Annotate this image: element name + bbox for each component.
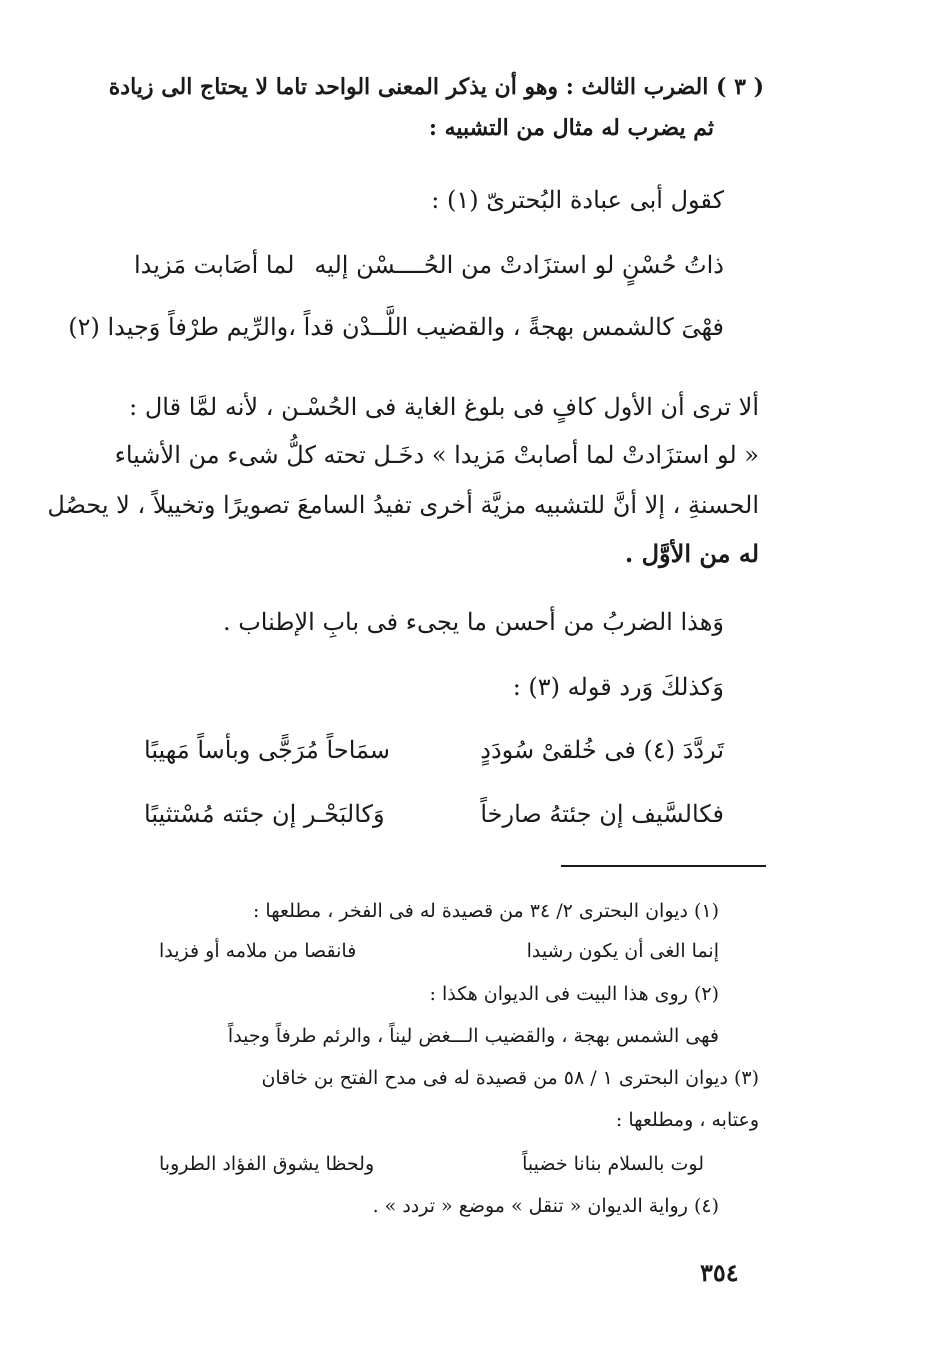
- intro-quote-2: وَكذلكَ وَرد قوله (٣) :: [512, 673, 724, 701]
- verse-1-b-hemistich-left: والرِّيم طرْفاً وَجيدا (٢): [68, 313, 289, 341]
- footnote-2: (٢) روى هذا البيت فى الديوان هكذا :: [429, 983, 719, 1005]
- verse-1-b-hemistich-right: فهْىَ كالشمس بهجةً ، والقضيب اللَّــدْن قداً ،: [288, 313, 724, 341]
- footnote-2-verse: فهى الشمس بهجة ، والقضيب الـــغض ليناً ، والرئم طرفاً وجيداً: [227, 1025, 719, 1047]
- intro-quote-1: كقول أبى عبادة البُحترىّ (١) :: [431, 186, 724, 214]
- footnote-1: (١) ديوان البحترى ٢/ ٣٤ من قصيدة له فى الفخر ، مطلعها :: [252, 900, 719, 922]
- paragraph-1-line-4: له من الأوَّل .: [624, 539, 759, 568]
- footnote-3-verse-left: ولحظا يشوق الفؤاد الطروبا: [159, 1153, 375, 1175]
- verse-2-b-hemistich-right: فكالسَّيف إن جئتهُ صارخاً: [480, 800, 724, 828]
- verse-2-b-hemistich-left: وَكالبَحْـر إن جئته مُسْتثيبًا: [144, 800, 385, 828]
- paragraph-1-line-3: الحسنةِ ، إلا أنَّ للتشبيه مزيَّة أخرى تفيدُ السامعَ تصويرًا وتخييلاً ، لا يحصُل: [47, 491, 759, 519]
- verse-1-line-2: [68, 310, 724, 344]
- verse-2-a-hemistich-right: تَردَّدَ (٤) فى خُلقىْ سُودَدٍ: [480, 736, 724, 764]
- footnote-4: (٤) رواية الديوان « تنقل » موضع « تردد » .: [372, 1195, 719, 1217]
- paragraph-1-line-1: ألا ترى أن الأول كافٍ فى بلوغ الغاية فى الحُسْـن ، لأنه لمَّا قال :: [129, 393, 759, 421]
- verse-1-a-hemistich-left: لما أصَابت مَزيدا: [134, 251, 295, 279]
- verse-2-line-1: [144, 733, 724, 767]
- footnote-separator: [561, 865, 766, 867]
- heading-line-2: ثم يضرب له مثال من التشبيه :: [428, 115, 714, 141]
- footnote-3: (٣) ديوان البحترى ١ / ٥٨ من قصيدة له فى مدح الفتح بن خاقان: [261, 1067, 759, 1089]
- verse-1-line-1: [134, 248, 724, 282]
- paragraph-2: وَهذا الضربُ من أحسن ما يجىء فى بابِ الإطناب .: [222, 608, 724, 636]
- footnote-1-verse: [159, 937, 719, 965]
- verse-1-a-hemistich-right: ذاتُ حُسْنٍ لو استزَادتْ من الحُــــسْن إليه: [314, 251, 724, 279]
- footnote-3-verse: [159, 1150, 704, 1178]
- footnote-3-verse-right: لوت بالسلام بنانا خضيباً: [522, 1153, 704, 1175]
- footnote-1-verse-right: إنما الغى أن يكون رشيدا: [526, 940, 719, 962]
- verse-2-a-hemistich-left: سمَاحاً مُرَجًّى وبأساً مَهيبًا: [144, 736, 390, 764]
- footnote-1-verse-left: فانقصا من ملامه أو فزيدا: [159, 940, 357, 962]
- verse-2-line-2: [144, 797, 724, 831]
- heading-line-1: ( ٣ ) الضرب الثالث : وهو أن يذكر المعنى الواحد تاما لا يحتاج الى زيادة: [108, 74, 764, 100]
- paragraph-1-line-2: « لو استزَادتْ لما أصابتْ مَزيدا » دخَـل تحته كلُّ شىء من الأشياء: [114, 441, 759, 469]
- page-number: ٣٥٤: [700, 1258, 739, 1287]
- footnote-3-continuation: وعتابه ، ومطلعها :: [615, 1109, 759, 1131]
